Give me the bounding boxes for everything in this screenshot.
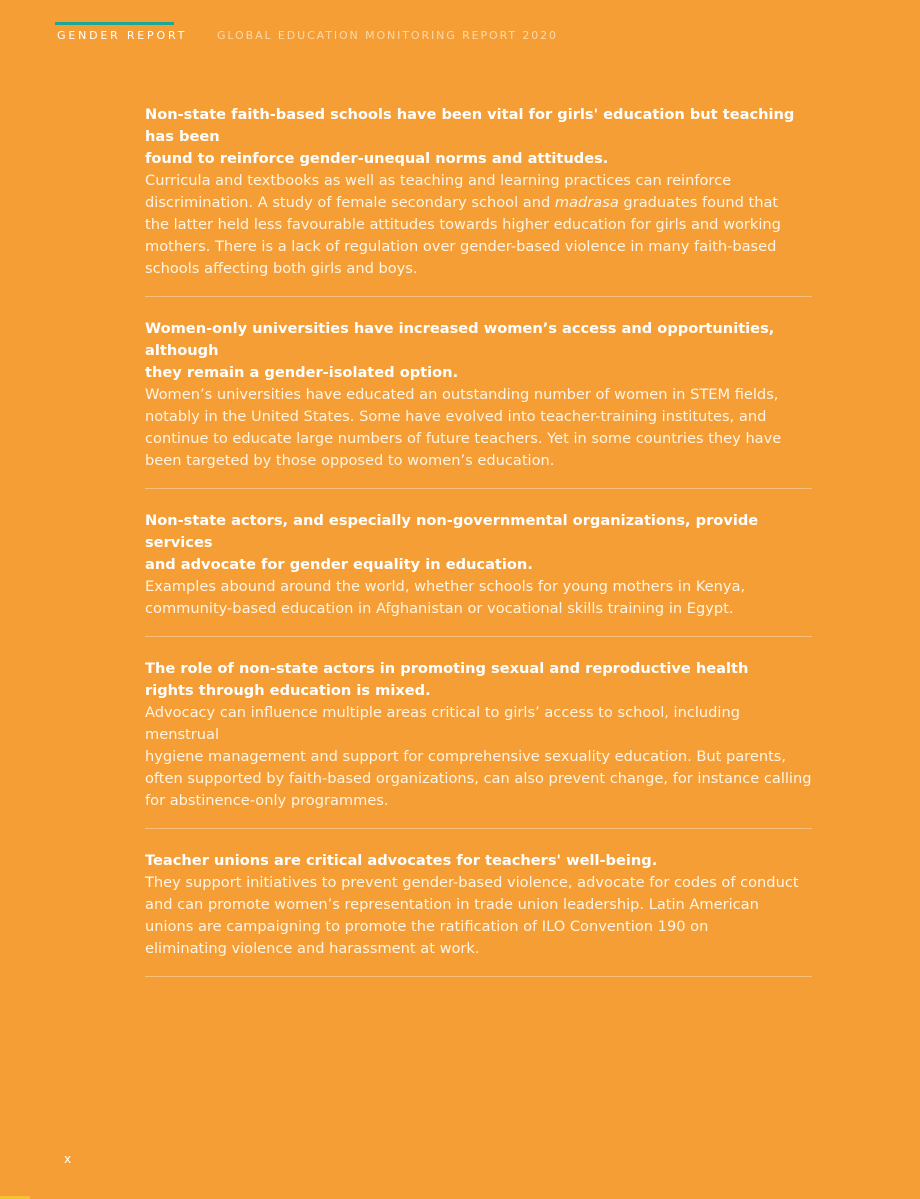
report-title: GLOBAL EDUCATION MONITORING REPORT 2020 [217, 29, 558, 42]
section-heading: Teacher unions are critical advocates for teachers' well-being. [145, 852, 658, 869]
section-heading: Non-state actors, and especially non-governmental organizations, provide services and advocate for gender equality in education. [145, 512, 759, 573]
section-body: Examples abound around the world, whether schools for young mothers in Kenya, community-based education in Afghanistan or vocational skills training in Egypt. [145, 578, 746, 617]
report-section-label: GENDER REPORT [57, 29, 188, 42]
section-women-only-universities [145, 318, 812, 489]
section-ngo-advocacy [145, 510, 812, 637]
section-heading: Non-state faith-based schools have been vital for girls' education but teaching has been found to reinforce gender-unequal norms and attitudes. [145, 106, 795, 167]
main-content [145, 104, 812, 998]
section-body: Curricula and textbooks as well as teaching and learning practices can reinforce discrimination. A study of female secondary school and madrasa graduates found that the latter held less favourable attitudes towards higher education for girls and working mothers. There is a lack of regulation over gender-based violence in many faith-based schools affecting both girls and boys. [145, 172, 781, 277]
section-body: They support initiatives to prevent gender-based violence, advocate for codes of conduct and can promote women’s representation in trade union leadership. Latin American unions are campaigning to promote the ratification of ILO Convention 190 on eliminating violence and harassment at work. [145, 874, 799, 957]
page-number: x [64, 1152, 72, 1166]
section-heading: The role of non-state actors in promoting sexual and reproductive health rights through education is mixed. [145, 660, 749, 699]
section-body: Advocacy can influence multiple areas critical to girls’ access to school, including menstrual hygiene management and support for comprehensive sexuality education. But parents, often supported by faith-based organizations, can also prevent change, for instance calling for abstinence-only programmes. [145, 704, 812, 809]
section-sexual-reproductive-health [145, 658, 812, 829]
italic-term: madrasa [554, 194, 619, 211]
section-faith-based-schools [145, 104, 812, 297]
section-body: Women’s universities have educated an outstanding number of women in STEM fields, notably in the United States. Some have evolved into teacher-training institutes, and continue to educate large numbers of future teachers. Yet in some countries they have been targeted by those opposed to women’s education. [145, 386, 782, 469]
section-teacher-unions [145, 850, 812, 977]
header-accent-bar [55, 22, 174, 25]
section-heading: Women-only universities have increased women’s access and opportunities, although they remain a gender-isolated option. [145, 320, 775, 381]
